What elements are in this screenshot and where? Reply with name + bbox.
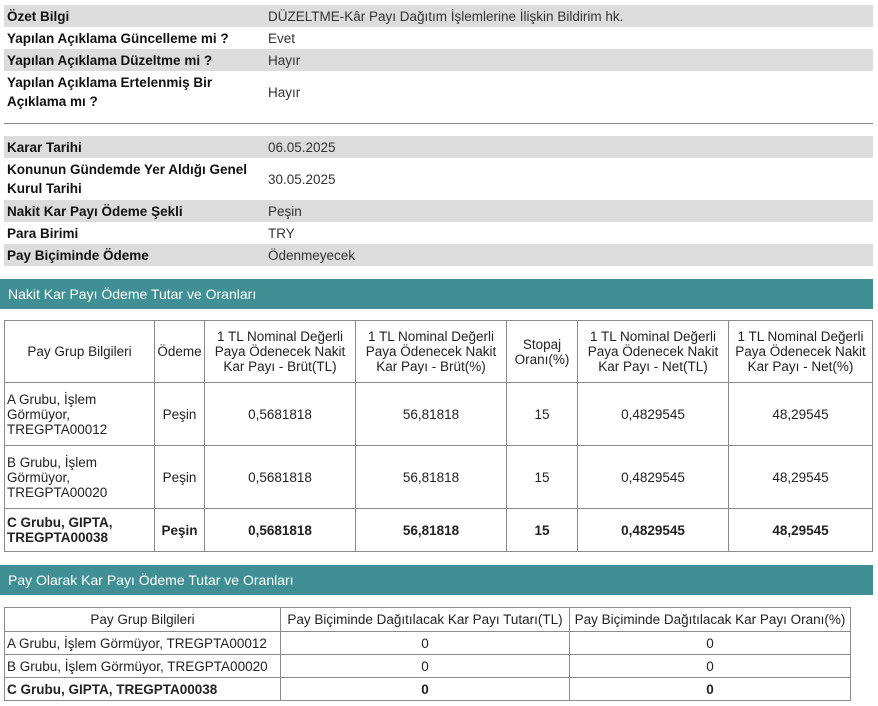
withholding-cell: 15 — [507, 383, 578, 446]
table-header-row — [5, 321, 873, 383]
details-row — [4, 244, 873, 266]
table-row — [5, 509, 873, 552]
table-row — [5, 655, 851, 678]
amount-cell: 0 — [281, 632, 570, 655]
column-header: 1 TL Nominal Değerli Paya Ödenecek Nakit Kar Payı - Brüt(TL) — [205, 321, 356, 383]
details-value: Ödenmeyecek — [265, 244, 873, 266]
details-value: 30.05.2025 — [265, 158, 873, 200]
table-row — [5, 678, 851, 701]
group-cell: B Grubu, İşlem Görmüyor, TREGPTA00020 — [5, 655, 281, 678]
column-header: Pay Grup Bilgileri — [5, 321, 155, 383]
details-label: Nakit Kar Payı Ödeme Şekli — [4, 200, 265, 222]
ratio-cell: 0 — [570, 678, 851, 701]
gross-tl-cell: 0,5681818 — [205, 446, 356, 509]
summary-label: Yapılan Açıklama Düzeltme mi ? — [4, 49, 265, 71]
summary-value: Hayır — [265, 49, 873, 71]
details-label: Para Birimi — [4, 222, 265, 244]
group-cell: B Grubu, İşlem Görmüyor, TREGPTA00020 — [5, 446, 155, 509]
ratio-cell: 0 — [570, 632, 851, 655]
net-tl-cell: 0,4829545 — [578, 446, 729, 509]
summary-value: DÜZELTME-Kâr Payı Dağıtım İşlemlerine İlişkin Bildirim hk. — [265, 5, 873, 27]
gross-pct-cell: 56,81818 — [356, 446, 507, 509]
details-value: 06.05.2025 — [265, 136, 873, 158]
details-value: Peşin — [265, 200, 873, 222]
cash-section-header: Nakit Kar Payı Ödeme Tutar ve Oranları — [0, 279, 873, 309]
table-row — [5, 383, 873, 446]
summary-row — [4, 5, 873, 27]
net-tl-cell: 0,4829545 — [578, 509, 729, 552]
summary-value: Hayır — [265, 71, 873, 113]
summary-row — [4, 27, 873, 49]
summary-label: Yapılan Açıklama Ertelenmiş Bir Açıklama mı ? — [4, 71, 265, 113]
table-header-row — [5, 608, 851, 632]
summary-value: Evet — [265, 27, 873, 49]
amount-cell: 0 — [281, 678, 570, 701]
net-tl-cell: 0,4829545 — [578, 383, 729, 446]
column-header: Stopaj Oranı(%) — [507, 321, 578, 383]
column-header: 1 TL Nominal Değerli Paya Ödenecek Nakit Kar Payı - Net(TL) — [578, 321, 729, 383]
column-header: Ödeme — [155, 321, 205, 383]
table-row — [5, 446, 873, 509]
withholding-cell: 15 — [507, 446, 578, 509]
details-label: Karar Tarihi — [4, 136, 265, 158]
details-label: Pay Biçiminde Ödeme — [4, 244, 265, 266]
summary-label: Özet Bilgi — [4, 5, 265, 27]
summary-row — [4, 49, 873, 71]
column-header: Pay Biçiminde Dağıtılacak Kar Payı Oranı(%) — [570, 608, 851, 632]
table-row — [5, 632, 851, 655]
details-label: Konunun Gündemde Yer Aldığı Genel Kurul Tarihi — [4, 158, 265, 200]
details-value: TRY — [265, 222, 873, 244]
net-pct-cell: 48,29545 — [729, 446, 873, 509]
gross-pct-cell: 56,81818 — [356, 509, 507, 552]
details-table — [4, 136, 873, 266]
ratio-cell: 0 — [570, 655, 851, 678]
column-header: Pay Grup Bilgileri — [5, 608, 281, 632]
net-pct-cell: 48,29545 — [729, 383, 873, 446]
payment-cell: Peşin — [155, 509, 205, 552]
group-cell: A Grubu, İşlem Görmüyor, TREGPTA00012 — [5, 632, 281, 655]
section-divider — [4, 123, 873, 124]
payment-cell: Peşin — [155, 446, 205, 509]
gross-pct-cell: 56,81818 — [356, 383, 507, 446]
column-header: Pay Biçiminde Dağıtılacak Kar Payı Tutarı(TL) — [281, 608, 570, 632]
summary-label: Yapılan Açıklama Güncelleme mi ? — [4, 27, 265, 49]
share-dividend-table — [4, 607, 851, 701]
gross-tl-cell: 0,5681818 — [205, 509, 356, 552]
column-header: 1 TL Nominal Değerli Paya Ödenecek Nakit Kar Payı - Net(%) — [729, 321, 873, 383]
summary-table — [4, 5, 873, 113]
details-row — [4, 158, 873, 200]
group-cell: C Grubu, GIPTA, TREGPTA00038 — [5, 509, 155, 552]
group-cell: A Grubu, İşlem Görmüyor, TREGPTA00012 — [5, 383, 155, 446]
share-section-header: Pay Olarak Kar Payı Ödeme Tutar ve Oranları — [0, 565, 873, 595]
net-pct-cell: 48,29545 — [729, 509, 873, 552]
gross-tl-cell: 0,5681818 — [205, 383, 356, 446]
details-row — [4, 136, 873, 158]
amount-cell: 0 — [281, 655, 570, 678]
column-header: 1 TL Nominal Değerli Paya Ödenecek Nakit Kar Payı - Brüt(%) — [356, 321, 507, 383]
details-row — [4, 200, 873, 222]
cash-dividend-table — [4, 320, 873, 552]
summary-row — [4, 71, 873, 113]
withholding-cell: 15 — [507, 509, 578, 552]
group-cell: C Grubu, GIPTA, TREGPTA00038 — [5, 678, 281, 701]
payment-cell: Peşin — [155, 383, 205, 446]
details-row — [4, 222, 873, 244]
